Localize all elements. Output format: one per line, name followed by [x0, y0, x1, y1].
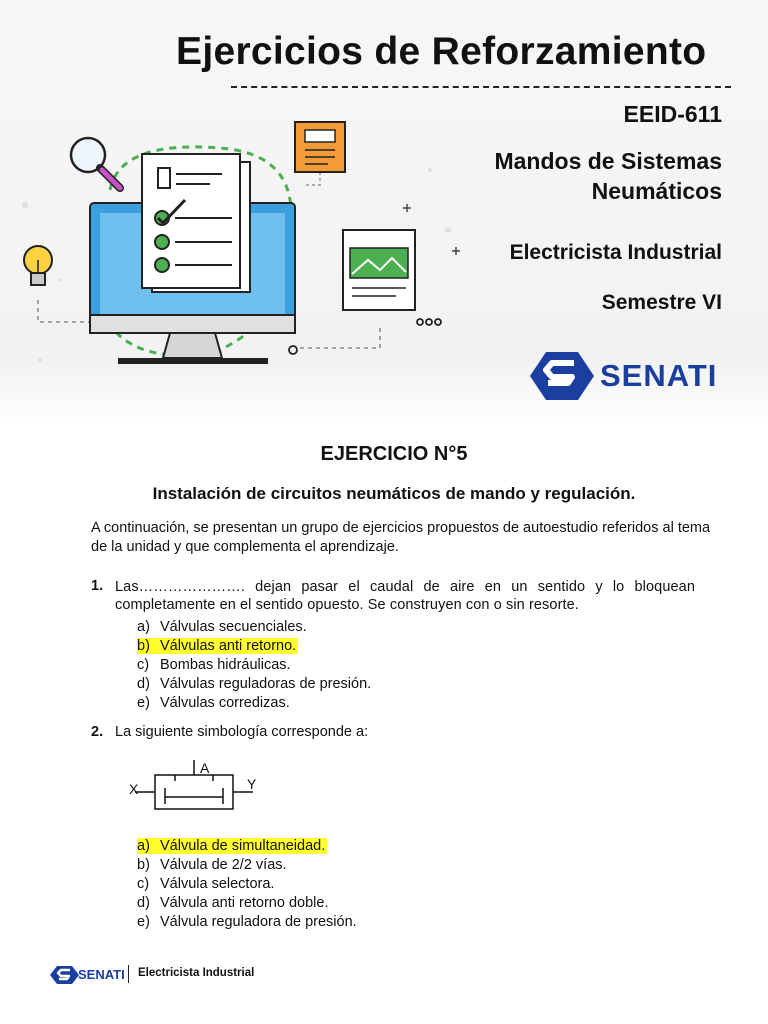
- answer-highlight: a) Válvula de simultaneidad.: [137, 838, 326, 854]
- question-text: Las…………………. dejan pasar el caudal de aire en un sentido y lo bloquean completamente en el sentido opuesto. Se construyen con o sin resorte.: [115, 579, 695, 613]
- option-item: a) Válvulas secuenciales.: [137, 619, 307, 635]
- senati-logo-icon: [528, 350, 596, 402]
- senati-logo-text: SENATI: [600, 358, 718, 393]
- symbol-label-a: A: [200, 760, 210, 776]
- option-item-highlighted: [137, 837, 357, 856]
- options-list: [137, 618, 371, 713]
- magnifier-icon: [71, 138, 120, 188]
- course-name-line2: Neumáticos: [591, 178, 722, 204]
- option-item-highlighted: [137, 637, 371, 656]
- symbol-label-x: X: [129, 781, 139, 797]
- symbol-label-y: Y: [247, 776, 257, 792]
- course-name-line1: Mandos de Sistemas: [494, 148, 722, 174]
- valve-symbol-diagram: [120, 752, 280, 822]
- options-list: [137, 837, 357, 932]
- question-text: La siguiente simbología corresponde a:: [115, 724, 369, 740]
- option-item: d) Válvulas reguladoras de presión.: [137, 676, 372, 692]
- exercise-title: EJERCICIO N°5: [320, 443, 468, 465]
- footer-divider: [128, 965, 129, 983]
- course-name: [494, 146, 722, 206]
- career-name: Electricista Industrial: [509, 241, 722, 264]
- lightbulb-icon: [24, 246, 52, 285]
- question-number: 1.: [91, 578, 104, 594]
- question-number: 2.: [91, 724, 104, 740]
- footer-senati-logo-icon: [50, 965, 80, 985]
- image-document-icon: [343, 230, 415, 310]
- option-item: e) Válvulas corredizas.: [137, 695, 290, 711]
- option-item: d) Válvula anti retorno doble.: [137, 895, 329, 911]
- option-item: c) Válvula selectora.: [137, 876, 275, 892]
- option-item: e) Válvula reguladora de presión.: [137, 914, 357, 930]
- footer-text: Electricista Industrial: [138, 967, 255, 979]
- exercise-subtitle: Instalación de circuitos neumáticos de mando y regulación.: [152, 484, 636, 503]
- exercise-intro: A continuación, se presentan un grupo de ejercicios propuestos de autoestudio referidos al tema de la unidad y que complementa el aprendizaje.: [91, 520, 711, 555]
- answer-highlight: b) Válvulas anti retorno.: [137, 638, 297, 654]
- notebook-icon: [295, 122, 345, 172]
- computer-checklist-illustration: [0, 110, 470, 420]
- option-item: b) Válvula de 2/2 vías.: [137, 857, 287, 873]
- title-divider: [231, 86, 731, 88]
- footer-logo-text: SENATI: [78, 967, 125, 982]
- option-item: c) Bombas hidráulicas.: [137, 657, 291, 673]
- page-title: Ejercicios de Reforzamiento: [176, 30, 707, 73]
- semester: Semestre VI: [601, 291, 722, 314]
- course-code: EEID-611: [623, 101, 722, 127]
